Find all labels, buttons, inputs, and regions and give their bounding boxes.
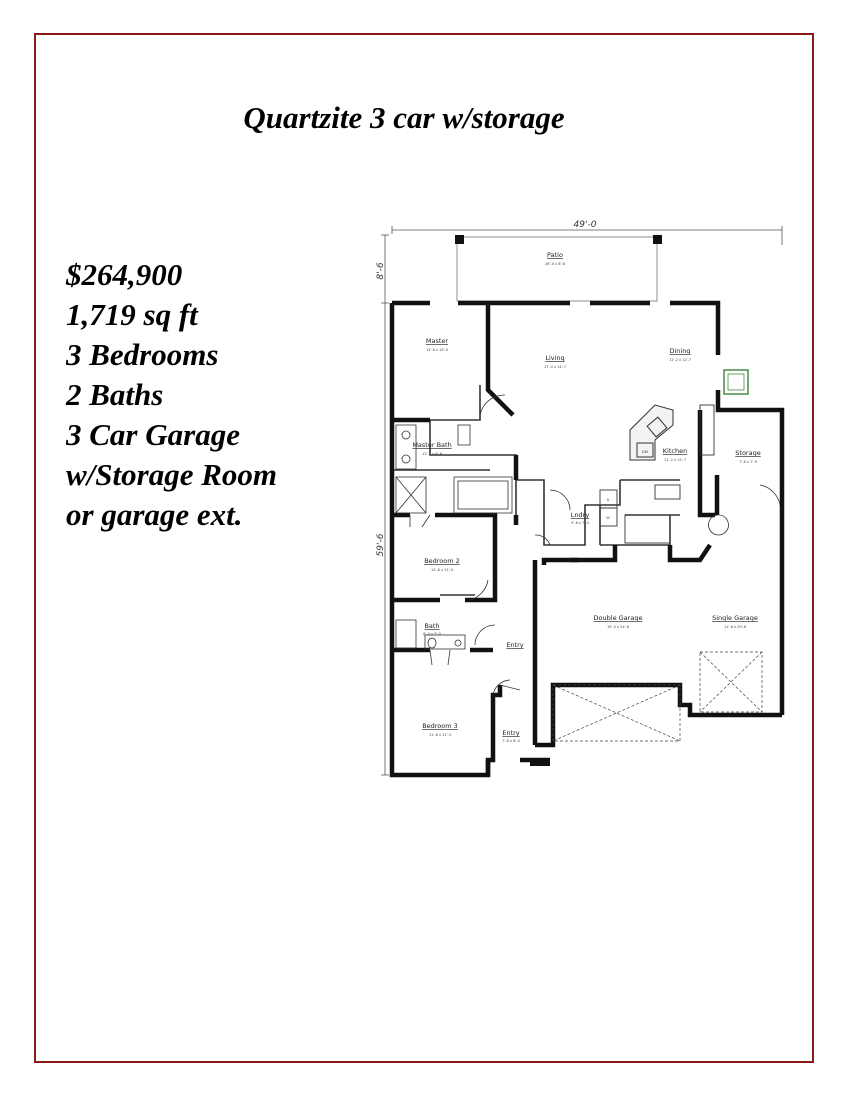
svg-text:5'-8 x 7'-0: 5'-8 x 7'-0 bbox=[571, 521, 589, 525]
svg-text:11'-6 x 12'-3: 11'-6 x 12'-3 bbox=[428, 733, 452, 737]
svg-text:13'-6 x 15'-0: 13'-6 x 15'-0 bbox=[425, 348, 449, 352]
room-label-bedroom-2: Bedroom 2 bbox=[424, 557, 460, 565]
svg-text:11'-2 x 12'-7: 11'-2 x 12'-7 bbox=[663, 458, 687, 462]
dimension-lines bbox=[381, 226, 782, 775]
room-label-living: Living bbox=[545, 354, 565, 362]
room-label-master: Master bbox=[425, 337, 449, 345]
garage-doors bbox=[553, 652, 762, 741]
svg-text:7'-8 x 8'-0: 7'-8 x 8'-0 bbox=[502, 739, 520, 743]
garage-alt-spec: or garage ext. bbox=[66, 497, 243, 532]
room-label-entry-upper: Entry bbox=[506, 641, 524, 649]
garage-spec: 3 Car Garage bbox=[66, 417, 240, 452]
master-bath-fixtures bbox=[396, 425, 512, 513]
depth-dimension: 59'-6 bbox=[376, 533, 386, 557]
room-label-entry-lower: Entry bbox=[502, 729, 520, 737]
room-label-kitchen: Kitchen bbox=[662, 447, 688, 455]
dishwasher-label: DW bbox=[641, 450, 649, 454]
svg-text:17'-4 x 14'-7: 17'-4 x 14'-7 bbox=[543, 365, 567, 369]
svg-text:11'-2 x 12'-7: 11'-2 x 12'-7 bbox=[668, 358, 692, 362]
room-label-patio: Patio bbox=[547, 251, 563, 259]
doors bbox=[410, 395, 780, 695]
front-step bbox=[530, 760, 550, 766]
svg-text:11'-6 x 29'-6: 11'-6 x 29'-6 bbox=[723, 625, 747, 629]
plan-title: Quartzite 3 car w/storage bbox=[243, 100, 565, 135]
room-label-storage: Storage bbox=[735, 449, 761, 457]
spec-list bbox=[66, 255, 277, 535]
storage-spec: w/Storage Room bbox=[66, 457, 278, 492]
square-footage: 1,719 sq ft bbox=[66, 297, 198, 332]
room-label-laundry: Lndry bbox=[570, 511, 590, 519]
room-label-bedroom-3: Bedroom 3 bbox=[422, 722, 458, 730]
patio bbox=[455, 235, 662, 301]
floor-plan bbox=[370, 215, 790, 785]
svg-text:7'-6 x 7'-9: 7'-6 x 7'-9 bbox=[739, 460, 757, 464]
bath-count: 2 Baths bbox=[66, 377, 164, 412]
patio-depth-dimension: 8'-6 bbox=[376, 262, 386, 280]
svg-text:19'-0 x 24'-6: 19'-0 x 24'-6 bbox=[606, 625, 630, 629]
room-label-double-garage: Double Garage bbox=[593, 614, 643, 622]
dryer-label: D bbox=[606, 498, 610, 502]
width-dimension: 49'-0 bbox=[573, 220, 597, 230]
room-label-bath: Bath bbox=[424, 622, 440, 630]
svg-text:26'-0 x 8'-6: 26'-0 x 8'-6 bbox=[545, 262, 565, 266]
svg-text:12'-6 x 11'-0: 12'-6 x 11'-0 bbox=[430, 568, 454, 572]
chimney-box bbox=[724, 370, 748, 394]
bedroom-count: 3 Bedrooms bbox=[66, 337, 219, 372]
svg-text:8'-0 x 5'-0: 8'-0 x 5'-0 bbox=[423, 632, 441, 636]
room-labels bbox=[412, 251, 760, 743]
room-label-master-bath: Master Bath bbox=[412, 441, 452, 449]
washer-label: W bbox=[606, 516, 610, 520]
room-label-single-garage: Single Garage bbox=[712, 614, 758, 622]
price: $264,900 bbox=[66, 257, 183, 292]
svg-text:12'-1 x 8'-6: 12'-1 x 8'-6 bbox=[422, 452, 442, 456]
room-label-dining: Dining bbox=[669, 347, 691, 355]
